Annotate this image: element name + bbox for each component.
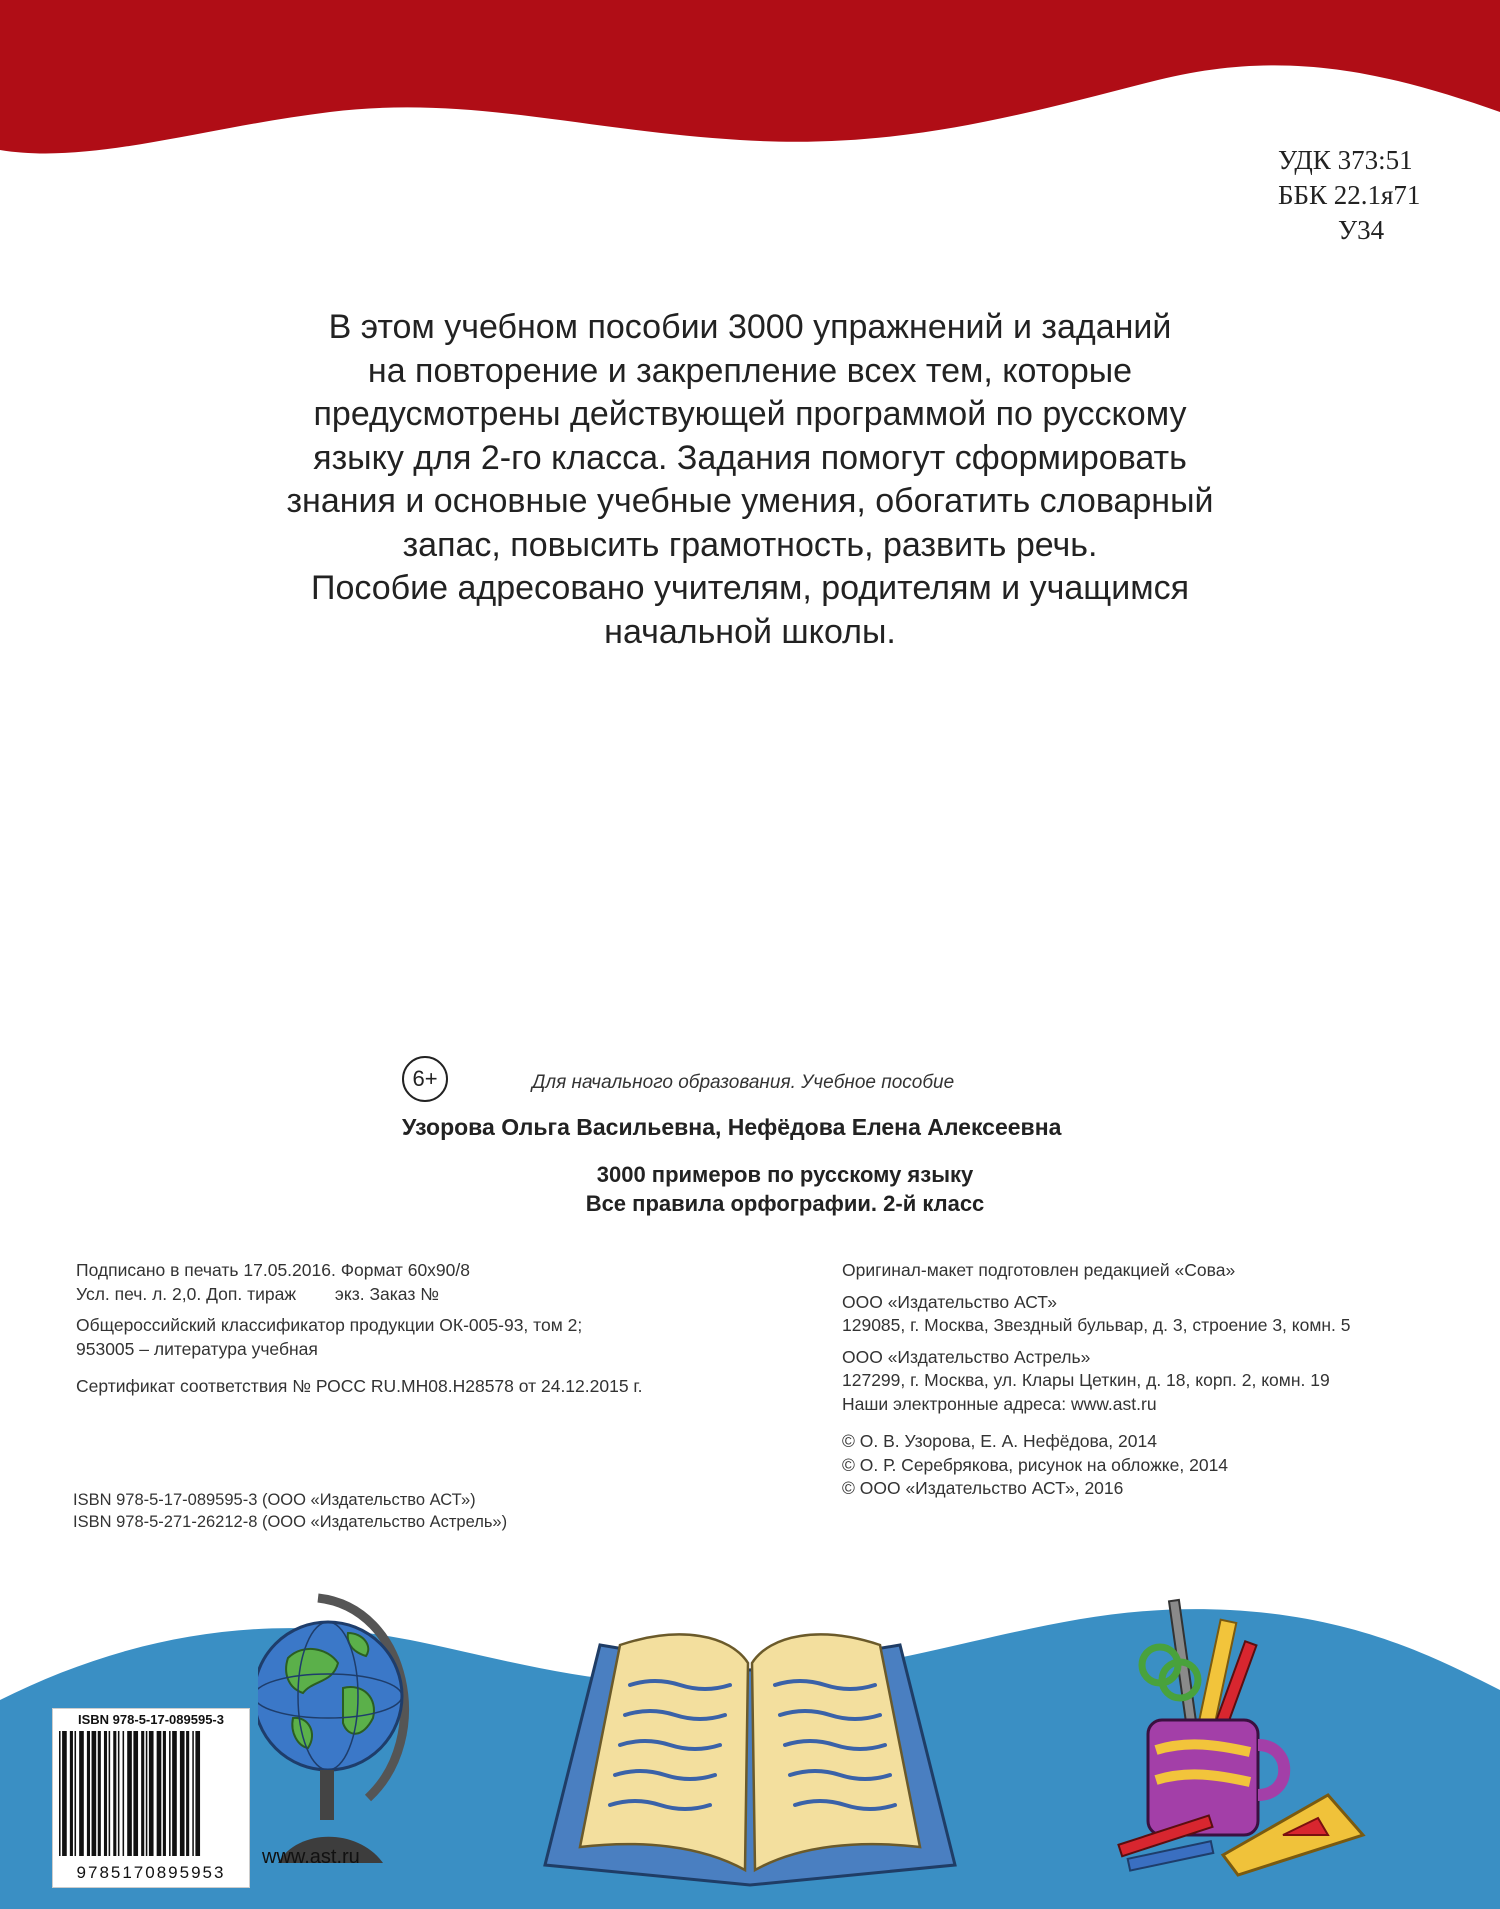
annotation-line: на повторение и закрепление всех тем, которые [367, 351, 1133, 390]
barcode-bar [79, 1731, 84, 1856]
annotation-line: языку для 2-го класса. Задания помогут сформировать [313, 438, 1187, 477]
barcode-bar [98, 1731, 101, 1856]
age-rating-badge: 6+ [402, 1056, 448, 1102]
isbn-block [73, 1489, 507, 1533]
barcode-bar [87, 1731, 90, 1856]
publisher2-name: ООО «Издательство Астрель» [842, 1346, 1091, 1367]
barcode-digits: 9785170895953 [76, 1863, 226, 1882]
globe-icon [258, 1588, 428, 1883]
signed-to-print: Подписано в печать 17.05.2016. Формат 60x90/8 [76, 1260, 470, 1280]
imprint-left [76, 1259, 643, 1399]
annotation-line: знания и основные учебные умения, обогатить словарный [286, 482, 1214, 520]
barcode-bar [192, 1731, 194, 1856]
isbn-astrel: ISBN 978-5-271-26212-8 (ООО «Издательство Астрель») [73, 1513, 508, 1531]
barcode-bar [169, 1731, 171, 1856]
annotation-line: запас, повысить грамотность, развить речь. [402, 525, 1098, 564]
annotation-text [200, 306, 1300, 654]
barcode-bar [141, 1731, 144, 1856]
web-address: Наши электронные адреса: www.ast.ru [842, 1393, 1157, 1414]
barcode-bar [157, 1731, 162, 1856]
education-type: Для начального образования. Учебное пособие [532, 1072, 955, 1093]
copyright-authors: © О. В. Узорова, Е. А. Нефёдова, 2014 [842, 1431, 1157, 1451]
barcode-bars [57, 1731, 245, 1856]
barcode-bar [163, 1731, 166, 1856]
certificate: Сертификат соответствия № РОСС RU.МН08.Н28578 от 24.12.2015 г. [76, 1376, 643, 1396]
barcode-bar [104, 1731, 107, 1856]
publisher1-name: ООО «Издательство АСТ» [842, 1291, 1057, 1312]
annotation-line: начальной школы. [604, 612, 896, 651]
barcode-bar [195, 1731, 200, 1856]
barcode-bar [62, 1731, 67, 1856]
product-classifier-code: 953005 – литература учебная [76, 1338, 318, 1359]
book-title-line2: Все правила орфографии. 2-й класс [585, 1191, 985, 1216]
barcode [52, 1708, 250, 1888]
classification-codes [1250, 143, 1450, 248]
author-mark: У34 [1338, 215, 1385, 245]
publisher1-address: 129085, г. Москва, Звездный бульвар, д. 3, строение 3, комн. 5 [842, 1315, 1351, 1335]
product-classifier: Общероссийский классификатор продукции ОК-005-93, том 2; [76, 1315, 583, 1335]
barcode-bar [172, 1731, 177, 1856]
annotation-line: Пособие адресовано учителям, родителям и учащимся [311, 569, 1189, 607]
barcode-bar [146, 1731, 148, 1856]
book-title [0, 1160, 1500, 1218]
barcode-bar [180, 1731, 185, 1856]
barcode-bar [70, 1731, 73, 1856]
barcode-bar [149, 1731, 154, 1856]
imprint-right [842, 1259, 1351, 1501]
copyright-publisher: © ООО «Издательство АСТ», 2016 [842, 1478, 1124, 1498]
copyright-illustrator: © О. Р. Серебрякова, рисунок на обложке, 2014 [842, 1454, 1229, 1475]
book-title-line1: 3000 примеров по русскому языку [596, 1162, 974, 1187]
book-authors: Узорова Ольга Васильевна, Нефёдова Елена Алексеевна [402, 1114, 1062, 1140]
barcode-bar [113, 1731, 116, 1856]
barcode-bar [123, 1731, 125, 1856]
school-supplies-icon [1108, 1580, 1378, 1890]
isbn-ast: ISBN 978-5-17-089595-3 (ООО «Издательство АСТ») [73, 1491, 476, 1509]
website-link[interactable]: www.ast.ru [262, 1846, 360, 1868]
publisher2-address: 127299, г. Москва, ул. Клары Цеткин, д. 18, корп. 2, комн. 19 [842, 1370, 1330, 1390]
barcode-bar [75, 1731, 77, 1856]
udk-code: УДК 373:51 [1278, 145, 1413, 175]
annotation-line: предусмотрены действующей программой по русскому [313, 395, 1187, 433]
barcode-bar [109, 1731, 111, 1856]
barcode-bar [92, 1731, 97, 1856]
print-sheets: Усл. печ. л. 2,0. Доп. тираж экз. Заказ № [76, 1283, 439, 1304]
barcode-bar [133, 1731, 138, 1856]
barcode-bar [59, 1731, 61, 1856]
barcode-isbn-label: ISBN 978-5-17-089595-3 [78, 1712, 224, 1727]
barcode-bar [186, 1731, 189, 1856]
open-book-icon [540, 1615, 960, 1895]
annotation-line: В этом учебном пособии 3000 упражнений и заданий [328, 308, 1172, 346]
barcode-bar [118, 1731, 120, 1856]
barcode-bar [127, 1731, 132, 1856]
layout-credit: Оригинал-макет подготовлен редакцией «Сова» [842, 1260, 1236, 1280]
bbk-code: ББК 22.1я71 [1278, 180, 1421, 210]
